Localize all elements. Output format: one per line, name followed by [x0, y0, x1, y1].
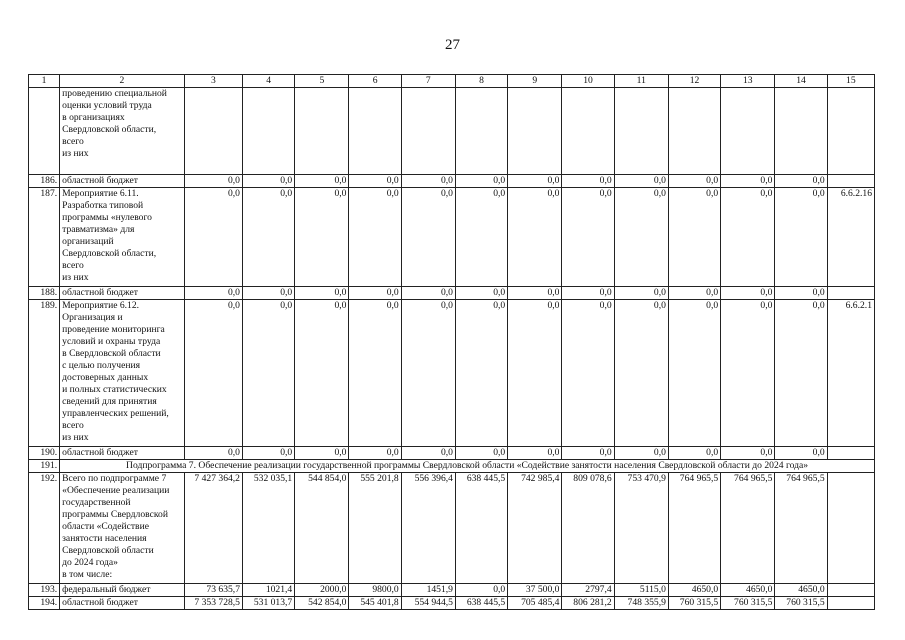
value-cell: 2000,0 — [295, 584, 349, 597]
value-cell: 0,0 — [562, 287, 614, 300]
value-cell: 760 315,5 — [721, 597, 775, 610]
value-cell: 37 500,0 — [508, 584, 562, 597]
row-description: областной бюджет — [60, 597, 185, 610]
value-cell: 544 854,0 — [295, 473, 349, 584]
column-header-3: 3 — [184, 75, 242, 88]
value-cell: 809 078,6 — [562, 473, 614, 584]
value-cell — [562, 88, 614, 175]
value-cell: 73 635,7 — [184, 584, 242, 597]
reference-cell — [827, 88, 874, 175]
row-description: проведению специальной оценки условий труда в организациях Свердловской области, всего из них — [60, 88, 185, 175]
value-cell: 554 944,5 — [401, 597, 455, 610]
value-cell: 0,0 — [508, 188, 562, 287]
value-cell: 0,0 — [775, 175, 827, 188]
table-row — [29, 88, 875, 175]
column-header-2: 2 — [60, 75, 185, 88]
value-cell: 0,0 — [455, 287, 507, 300]
table-row — [29, 175, 875, 188]
value-cell: 0,0 — [775, 300, 827, 447]
value-cell: 748 355,9 — [614, 597, 668, 610]
value-cell: 0,0 — [775, 188, 827, 287]
value-cell: 0,0 — [349, 300, 401, 447]
table-row — [29, 447, 875, 460]
value-cell: 0,0 — [668, 175, 720, 188]
row-number: 187. — [29, 188, 60, 287]
budget-table — [28, 74, 875, 610]
row-number: 189. — [29, 300, 60, 447]
value-cell — [242, 88, 294, 175]
value-cell: 638 445,5 — [455, 597, 507, 610]
row-description: областной бюджет — [60, 287, 185, 300]
value-cell: 0,0 — [295, 175, 349, 188]
value-cell: 0,0 — [562, 447, 614, 460]
column-header-15: 15 — [827, 75, 874, 88]
value-cell: 0,0 — [455, 175, 507, 188]
value-cell — [349, 88, 401, 175]
column-header-13: 13 — [721, 75, 775, 88]
value-cell — [184, 88, 242, 175]
value-cell: 0,0 — [508, 447, 562, 460]
value-cell: 0,0 — [508, 287, 562, 300]
column-header-5: 5 — [295, 75, 349, 88]
value-cell: 0,0 — [401, 447, 455, 460]
table-row — [29, 460, 875, 473]
value-cell: 5115,0 — [614, 584, 668, 597]
table-row — [29, 584, 875, 597]
reference-cell — [827, 597, 874, 610]
row-description: Мероприятие 6.12. Организация и проведение мониторинга условий и охраны труда в Свердловской области с целью получения достоверных данных и полных статистических сведений для принятия управленческих решений, всего из них — [60, 300, 185, 447]
value-cell: 0,0 — [721, 300, 775, 447]
value-cell: 0,0 — [295, 300, 349, 447]
value-cell: 0,0 — [775, 287, 827, 300]
value-cell: 0,0 — [401, 175, 455, 188]
value-cell: 0,0 — [242, 447, 294, 460]
value-cell: 760 315,5 — [668, 597, 720, 610]
value-cell: 0,0 — [242, 188, 294, 287]
table-row — [29, 287, 875, 300]
value-cell: 0,0 — [721, 287, 775, 300]
column-header-1: 1 — [29, 75, 60, 88]
value-cell: 0,0 — [614, 447, 668, 460]
table-row — [29, 188, 875, 287]
value-cell: 0,0 — [562, 300, 614, 447]
row-number: 190. — [29, 447, 60, 460]
reference-cell — [827, 584, 874, 597]
value-cell: 0,0 — [349, 188, 401, 287]
value-cell — [668, 88, 720, 175]
value-cell: 753 470,9 — [614, 473, 668, 584]
row-number — [29, 88, 60, 175]
column-header-8: 8 — [455, 75, 507, 88]
value-cell: 0,0 — [401, 287, 455, 300]
value-cell: 532 035,1 — [242, 473, 294, 584]
page-number: 27 — [445, 37, 460, 53]
value-cell: 4650,0 — [721, 584, 775, 597]
value-cell: 0,0 — [721, 188, 775, 287]
header-row — [29, 75, 875, 88]
value-cell: 0,0 — [401, 188, 455, 287]
value-cell: 0,0 — [184, 287, 242, 300]
column-header-6: 6 — [349, 75, 401, 88]
value-cell: 0,0 — [614, 300, 668, 447]
value-cell — [295, 88, 349, 175]
column-header-4: 4 — [242, 75, 294, 88]
value-cell: 0,0 — [668, 188, 720, 287]
value-cell: 0,0 — [614, 287, 668, 300]
row-number: 193. — [29, 584, 60, 597]
value-cell: 0,0 — [349, 447, 401, 460]
reference-cell — [827, 447, 874, 460]
value-cell: 1021,4 — [242, 584, 294, 597]
column-header-11: 11 — [614, 75, 668, 88]
value-cell: 764 965,5 — [668, 473, 720, 584]
value-cell — [508, 88, 562, 175]
value-cell: 9800,0 — [349, 584, 401, 597]
value-cell: 7 427 364,2 — [184, 473, 242, 584]
value-cell: 638 445,5 — [455, 473, 507, 584]
value-cell: 0,0 — [455, 584, 507, 597]
value-cell: 0,0 — [242, 175, 294, 188]
value-cell — [401, 88, 455, 175]
value-cell: 0,0 — [295, 287, 349, 300]
column-header-10: 10 — [562, 75, 614, 88]
value-cell: 0,0 — [184, 188, 242, 287]
value-cell: 545 401,8 — [349, 597, 401, 610]
value-cell — [455, 88, 507, 175]
value-cell: 0,0 — [184, 447, 242, 460]
value-cell: 2797,4 — [562, 584, 614, 597]
value-cell: 0,0 — [562, 188, 614, 287]
table-row — [29, 300, 875, 447]
value-cell: 4650,0 — [775, 584, 827, 597]
row-description: Всего по подпрограмме 7 «Обеспечение реализации государственной программы Свердловской области «Содействие занятости населения Свердловской области до 2024 года» в том числе: — [60, 473, 185, 584]
value-cell: 0,0 — [721, 447, 775, 460]
row-description: областной бюджет — [60, 447, 185, 460]
value-cell: 0,0 — [401, 300, 455, 447]
row-number: 186. — [29, 175, 60, 188]
value-cell: 0,0 — [349, 175, 401, 188]
value-cell: 0,0 — [614, 175, 668, 188]
value-cell: 0,0 — [455, 188, 507, 287]
reference-cell: 6.6.2.1 — [827, 300, 874, 447]
value-cell: 0,0 — [668, 447, 720, 460]
subprogram-title: Подпрограмма 7. Обеспечение реализации государственной программы Свердловской области «Содействие занятости населения Свердловской области до 2024 года» — [60, 460, 875, 473]
row-number: 188. — [29, 287, 60, 300]
value-cell: 0,0 — [508, 300, 562, 447]
column-header-12: 12 — [668, 75, 720, 88]
reference-cell — [827, 473, 874, 584]
value-cell: 0,0 — [295, 447, 349, 460]
value-cell: 0,0 — [668, 287, 720, 300]
value-cell: 0,0 — [508, 175, 562, 188]
table-row — [29, 597, 875, 610]
value-cell — [721, 88, 775, 175]
column-header-14: 14 — [775, 75, 827, 88]
value-cell: 0,0 — [349, 287, 401, 300]
reference-cell — [827, 175, 874, 188]
value-cell: 742 985,4 — [508, 473, 562, 584]
value-cell: 0,0 — [614, 188, 668, 287]
value-cell: 0,0 — [242, 300, 294, 447]
value-cell — [614, 88, 668, 175]
value-cell: 0,0 — [242, 287, 294, 300]
value-cell — [775, 88, 827, 175]
value-cell: 0,0 — [455, 300, 507, 447]
reference-cell — [827, 287, 874, 300]
value-cell: 705 485,4 — [508, 597, 562, 610]
value-cell: 556 396,4 — [401, 473, 455, 584]
value-cell: 0,0 — [775, 447, 827, 460]
value-cell: 0,0 — [295, 188, 349, 287]
value-cell: 542 854,0 — [295, 597, 349, 610]
reference-cell: 6.6.2.16 — [827, 188, 874, 287]
value-cell: 0,0 — [455, 447, 507, 460]
value-cell: 0,0 — [562, 175, 614, 188]
row-description: Мероприятие 6.11. Разработка типовой программы «нулевого травматизма» для организаций Свердловской области, всего из них — [60, 188, 185, 287]
value-cell: 555 201,8 — [349, 473, 401, 584]
column-header-9: 9 — [508, 75, 562, 88]
value-cell: 7 353 728,5 — [184, 597, 242, 610]
value-cell: 764 965,5 — [775, 473, 827, 584]
row-number: 191. — [29, 460, 60, 473]
value-cell: 0,0 — [184, 175, 242, 188]
value-cell: 0,0 — [721, 175, 775, 188]
row-description: федеральный бюджет — [60, 584, 185, 597]
row-description: областной бюджет — [60, 175, 185, 188]
value-cell: 0,0 — [184, 300, 242, 447]
row-number: 192. — [29, 473, 60, 584]
value-cell: 0,0 — [668, 300, 720, 447]
value-cell: 4650,0 — [668, 584, 720, 597]
value-cell: 764 965,5 — [721, 473, 775, 584]
row-number: 194. — [29, 597, 60, 610]
table-row — [29, 473, 875, 584]
column-header-7: 7 — [401, 75, 455, 88]
value-cell: 1451,9 — [401, 584, 455, 597]
value-cell: 760 315,5 — [775, 597, 827, 610]
value-cell: 806 281,2 — [562, 597, 614, 610]
value-cell: 531 013,7 — [242, 597, 294, 610]
